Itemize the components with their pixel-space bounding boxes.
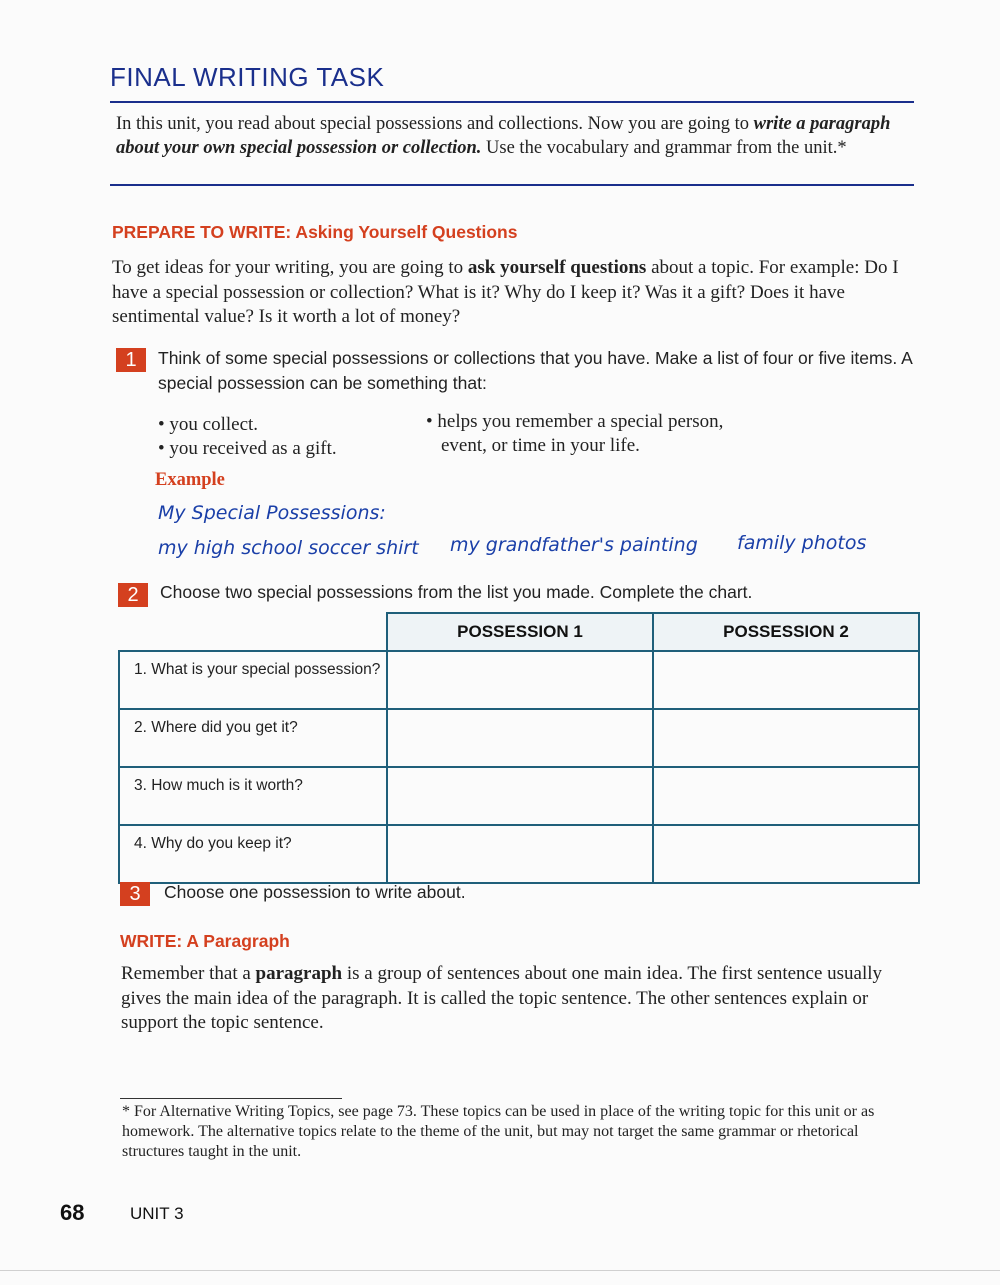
answer-cell[interactable] bbox=[387, 709, 653, 767]
bullet-left-2-text: you received as a gift. bbox=[169, 438, 337, 459]
chart-question: 4. Why do you keep it? bbox=[119, 825, 387, 883]
step-3-number: 3 bbox=[120, 882, 150, 906]
page-title: FINAL WRITING TASK bbox=[110, 62, 385, 92]
intro-rule bbox=[110, 184, 914, 186]
answer-cell[interactable] bbox=[387, 767, 653, 825]
write-paragraph bbox=[121, 962, 921, 1036]
step-2-text: Choose two special possessions from the list you made. Complete the chart. bbox=[160, 582, 753, 602]
bullet-left-1-text: you collect. bbox=[169, 414, 259, 435]
step-2-number: 2 bbox=[118, 583, 148, 607]
chart-question: 2. Where did you get it? bbox=[119, 709, 387, 767]
bullet-right-line1: helps you remember a special person, bbox=[437, 411, 724, 432]
intro-paragraph bbox=[116, 112, 906, 160]
answer-cell[interactable] bbox=[387, 825, 653, 883]
step-1-number: 1 bbox=[116, 348, 146, 372]
chart-row bbox=[119, 825, 919, 883]
answer-cell[interactable] bbox=[653, 825, 919, 883]
prepare-heading: PREPARE TO WRITE: Asking Yourself Questions bbox=[112, 222, 518, 242]
answer-cell[interactable] bbox=[653, 709, 919, 767]
write-text-end: is a group of sentences about one main idea. The first sentence usually gives the main idea of the paragraph. It is called the topic sentence. The other sentences explain or support the topic sentence. bbox=[121, 963, 883, 1033]
footnote-rule bbox=[120, 1098, 342, 1099]
write-bold: paragraph bbox=[255, 963, 343, 984]
column-header-possession-2: POSSESSION 2 bbox=[653, 613, 919, 651]
intro-emphasis: write a paragraph about your own special possession or collection. bbox=[116, 114, 891, 158]
prepare-text-end: about a topic. For example: Do I have a special possession or collection? What is it? Why do I keep it? Was it a gift? Does it have sentimental value? Is it worth a lot of money? bbox=[112, 257, 899, 327]
write-heading: WRITE: A Paragraph bbox=[120, 931, 290, 951]
unit-label: UNIT 3 bbox=[130, 1204, 184, 1223]
answer-cell[interactable] bbox=[653, 651, 919, 709]
step-3-text: Choose one possession to write about. bbox=[164, 882, 466, 902]
write-text: Remember that a bbox=[121, 963, 256, 984]
intro-text-end: Use the vocabulary and grammar from the unit.* bbox=[481, 138, 847, 158]
prepare-paragraph bbox=[112, 256, 912, 330]
possessions-chart bbox=[118, 612, 920, 884]
answer-cell[interactable] bbox=[387, 651, 653, 709]
example-item-2: my grandfather's painting bbox=[450, 534, 698, 556]
page-number: 68 bbox=[60, 1200, 85, 1225]
chart-header-blank bbox=[119, 613, 387, 651]
example-label: Example bbox=[155, 470, 225, 490]
intro-text: In this unit, you read about special possessions and collections. Now you are going to bbox=[116, 114, 754, 134]
example-item-3: family photos bbox=[737, 532, 867, 554]
chart-row bbox=[119, 651, 919, 709]
bullet-left-1: • you collect. bbox=[158, 414, 259, 435]
chart-question: 3. How much is it worth? bbox=[119, 767, 387, 825]
bullet-left-2: • you received as a gift. bbox=[158, 438, 337, 459]
footnote: * For Alternative Writing Topics, see page 73. These topics can be used in place of the writing topic for this unit or as homework. The alternative topics relate to the theme of the unit, but may not target the same grammar or rhetorical structures taught in the unit. bbox=[122, 1103, 875, 1160]
page-edge bbox=[0, 1270, 1000, 1271]
answer-cell[interactable] bbox=[653, 767, 919, 825]
bullet-right-cont: event, or time in your life. bbox=[441, 435, 640, 456]
column-header-possession-1: POSSESSION 1 bbox=[387, 613, 653, 651]
chart-row bbox=[119, 767, 919, 825]
chart-question: 1. What is your special possession? bbox=[119, 651, 387, 709]
prepare-text: To get ideas for your writing, you are going to bbox=[112, 257, 468, 278]
title-rule bbox=[110, 101, 914, 103]
example-item-1: my high school soccer shirt bbox=[158, 537, 419, 559]
example-heading: My Special Possessions: bbox=[158, 502, 386, 524]
chart-header-row bbox=[119, 613, 919, 651]
chart-row bbox=[119, 709, 919, 767]
step-1-text: Think of some special possessions or collections that you have. Make a list of four or five items. A special possession can be something that: bbox=[158, 348, 912, 393]
prepare-bold: ask yourself questions bbox=[467, 257, 647, 278]
bullet-right: • helps you remember a special person, bbox=[426, 411, 724, 432]
